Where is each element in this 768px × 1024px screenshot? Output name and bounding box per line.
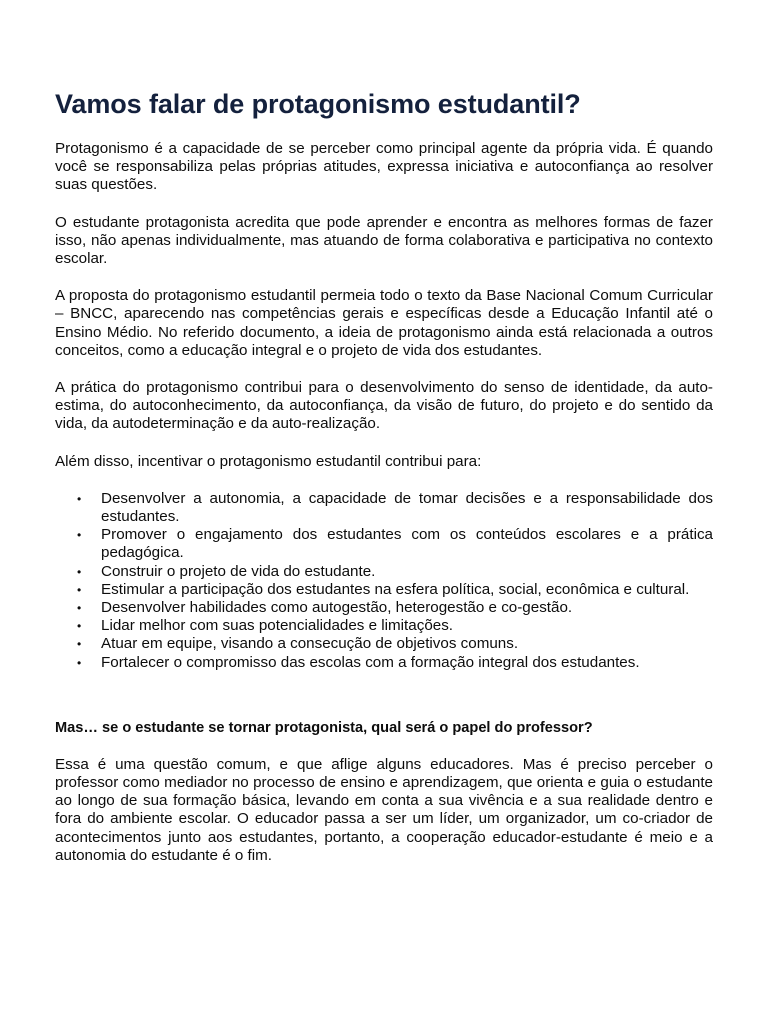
list-item-text: Fortalecer o compromisso das escolas com a formação integral dos estudantes. [101,653,640,671]
list-item [77,635,713,653]
page-title: Vamos falar de protagonismo estudantil? [55,89,581,119]
bullet-icon: • [77,637,82,652]
paragraph-student: O estudante protagonista acredita que pode aprender e encontra as melhores formas de fazer isso, não apenas individualmente, mas atuando de forma colaborativa e participativa no contexto escolar. [55,213,713,268]
bullet-icon: • [77,564,82,579]
list-item-text: Atuar em equipe, visando a consecução de objetivos comuns. [101,635,519,653]
bullet-icon: • [77,655,82,670]
document-page [55,86,713,884]
paragraph-practice: A prática do protagonismo contribui para o desenvolvimento do senso de identidade, da auto-estima, do autoconhecimento, da autoconfiança, da visão de futuro, do projeto e do sentido da vida, da autodeterminação e da auto-realização. [55,379,713,433]
bullet-icon: • [77,619,82,634]
list-item [77,617,713,635]
list-item [77,526,713,562]
list-item [77,599,713,617]
paragraph-list-intro: Além disso, incentivar o protagonismo estudantil contribui para: [55,452,482,470]
list-item [77,562,713,581]
section-subheading: Mas… se o estudante se tornar protagonista, qual será o papel do professor? [55,719,593,736]
list-item-text: Construir o projeto de vida do estudante. [101,562,376,580]
list-item-text: Promover o engajamento dos estudantes com os conteúdos escolares e a prática pedagógica. [101,526,713,562]
list-item-text: Estimular a participação dos estudantes na esfera política, social, econômica e cultural. [101,580,690,598]
bullet-icon: • [77,601,82,616]
paragraph-bncc: A proposta do protagonismo estudantil permeia todo o texto da Base Nacional Comum Curricular – BNCC, aparecendo nas competências gerais e específicas desde a Educação Infantil até o Ensino Médio. No referido documento, a ideia de protagonismo ainda está relacionada a outros conceitos, como a educação integral e o projeto de vida dos estudantes. [55,287,713,359]
list-item [77,653,713,672]
list-item [77,580,713,599]
paragraph-definition: Protagonismo é a capacidade de se perceber como principal agente da própria vida. É quando você se responsabiliza pelas próprias atitudes, expressa iniciativa e autoconfiança ao resolver suas questões. [55,140,713,194]
list-item [77,489,713,526]
benefits-list [55,490,713,672]
list-item-text: Desenvolver a autonomia, a capacidade de tomar decisões e a responsabilidade dos estudantes. [101,489,713,526]
paragraph-teacher-role: Essa é uma questão comum, e que aflige alguns educadores. Mas é preciso perceber o professor como mediador no processo de ensino e aprendizagem, que orienta e guia o estudante ao longo de sua formação básica, levando em conta a sua vivência e a sua realidade dentro e fora do ambiente escolar. O educador passa a ser um líder, um organizador, um co-criador de acontecimentos junto aos estudantes, portanto, a cooperação educador-estudante é meio e a autonomia do estudante é o fim. [55,755,713,864]
bullet-icon: • [77,491,82,506]
list-item-text: Lidar melhor com suas potencialidades e limitações. [101,617,454,635]
list-item-text: Desenvolver habilidades como autogestão, heterogestão e co-gestão. [101,599,573,617]
bullet-icon: • [77,582,82,597]
bullet-icon: • [77,528,82,543]
